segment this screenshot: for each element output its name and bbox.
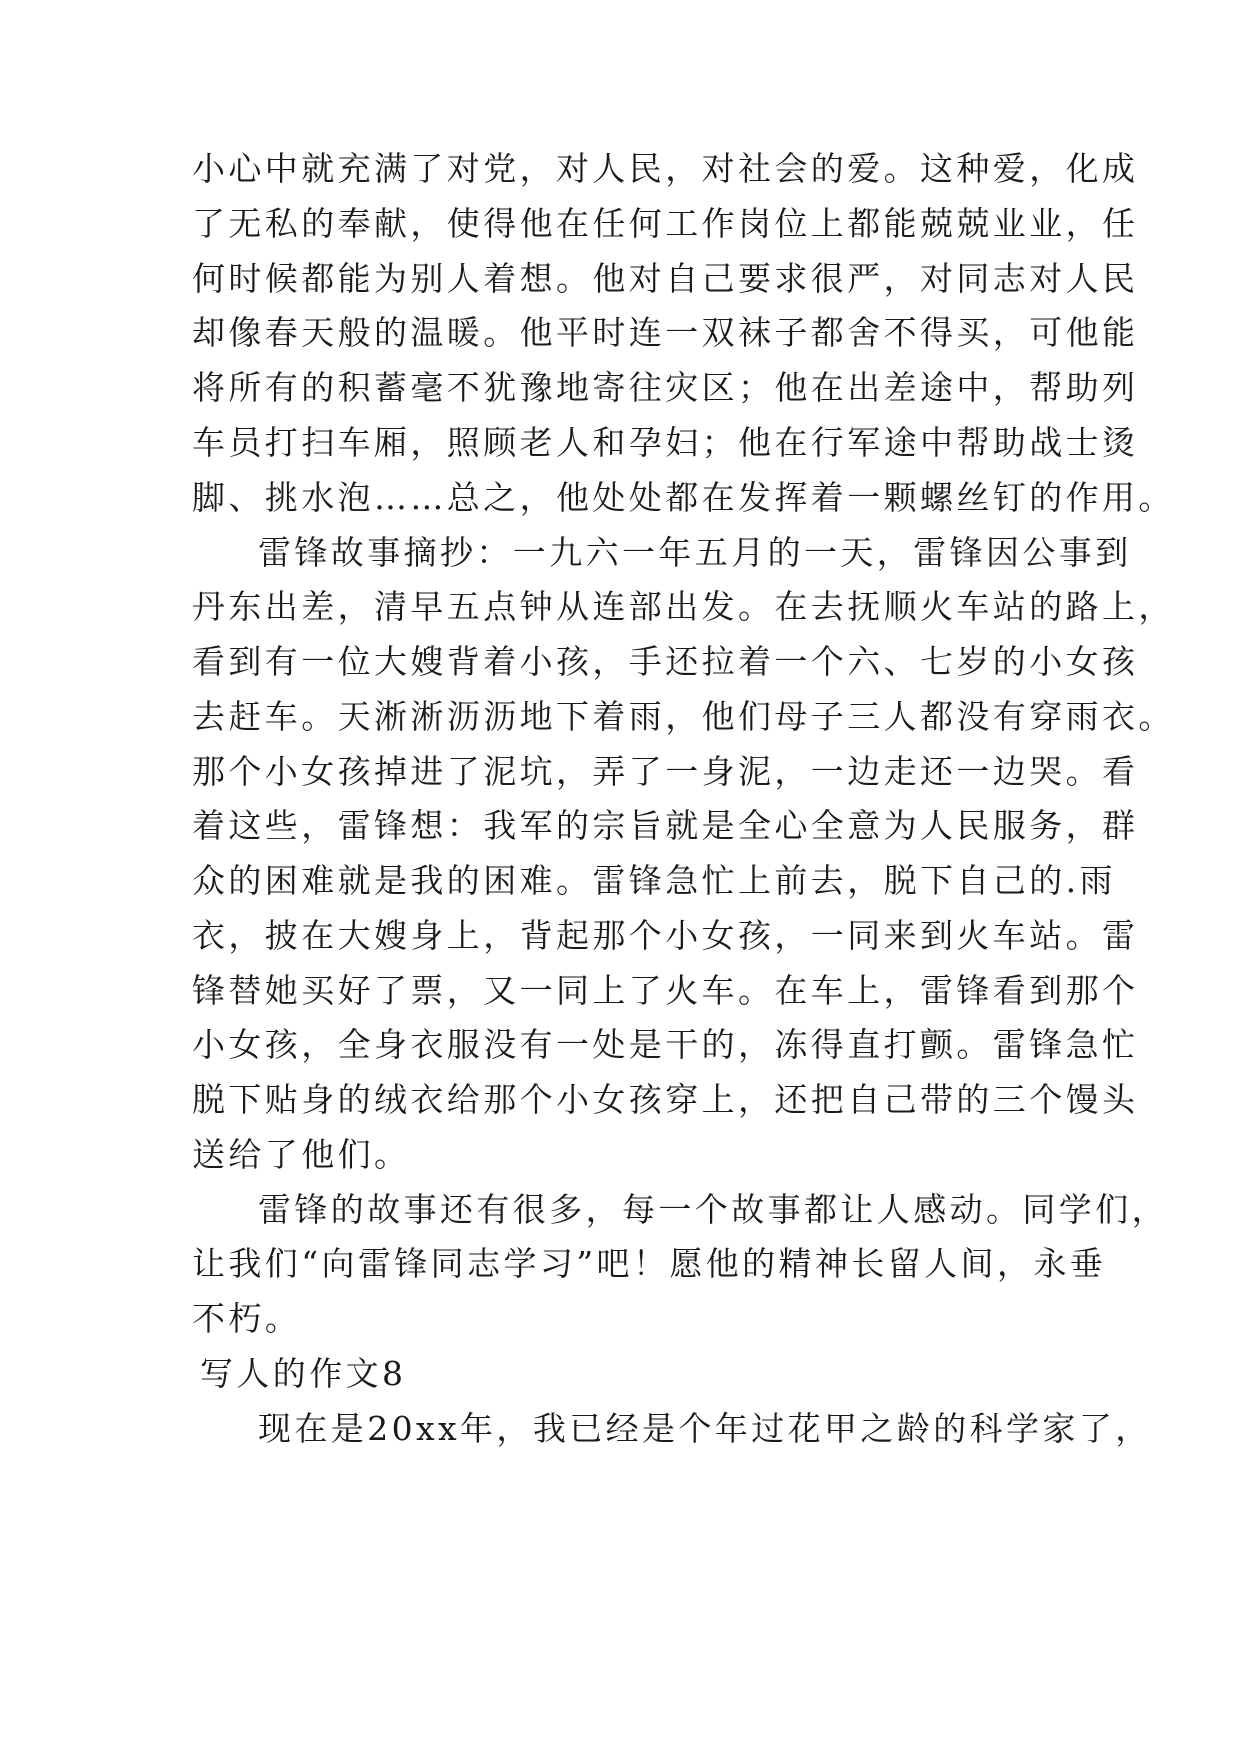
section-heading: 写人的作文8 [200, 1354, 407, 1393]
paragraph-1-line-3: 何时候都能为别人着想。他对自己要求很严，对同志对人民 [192, 259, 1139, 298]
paragraph-1-line-6: 车员打扫车厢，照顾老人和孕妇；他在行军途中帮助战士烫 [192, 423, 1139, 462]
paragraph-2-line-11: 脱下贴身的绒衣给那个小女孩穿上，还把自己带的三个馒头 [192, 1080, 1139, 1119]
paragraph-3-line-3: 不朽。 [192, 1299, 302, 1338]
paragraph-1-line-1: 小心中就充满了对党，对人民，对社会的爱。这种爱，化成 [192, 149, 1139, 188]
paragraph-1-line-4: 却像春天般的温暖。他平时连一双袜子都舍不得买，可他能 [192, 313, 1139, 352]
paragraph-1-line-5: 将所有的积蓄毫不犹豫地寄往灾区；他在出差途中，帮助列 [192, 368, 1139, 407]
paragraph-2-line-2: 丹东出差，清早五点钟从连部出发。在去抚顺火车站的路上， [192, 587, 1175, 626]
paragraph-3-line-2: 让我们“向雷锋同志学习”吧！愿他的精神长留人间，永垂 [192, 1244, 1107, 1283]
paragraph-2-line-6: 着这些，雷锋想：我军的宗旨就是全心全意为人民服务，群 [192, 806, 1139, 845]
paragraph-2-line-12: 送给了他们。 [192, 1135, 411, 1174]
paragraph-1-line-7: 脚、挑水泡……总之，他处处都在发挥着一颗螺丝钉的作用。 [192, 478, 1175, 517]
paragraph-3-line-1: 雷锋的故事还有很多，每一个故事都让人感动。同学们， [258, 1190, 1168, 1229]
paragraph-2-line-8: 衣，披在大嫂身上，背起那个小女孩，一同来到火车站。雷 [192, 916, 1139, 955]
paragraph-2-line-7: 众的困难就是我的困难。雷锋急忙上前去，脱下自己的.雨 [192, 861, 1116, 900]
paragraph-2-line-1: 雷锋故事摘抄：一九六一年五月的一天，雷锋因公事到 [258, 533, 1132, 572]
paragraph-4-line-1: 现在是20xx年，我已经是个年过花甲之龄的科学家了， [258, 1409, 1152, 1448]
paragraph-2-line-4: 去赶车。天淅淅沥沥地下着雨，他们母子三人都没有穿雨衣。 [192, 697, 1175, 736]
paragraph-2-line-3: 看到有一位大嫂背着小孩，手还拉着一个六、七岁的小女孩 [192, 642, 1139, 681]
paragraph-2-line-5: 那个小女孩掉进了泥坑，弄了一身泥，一边走还一边哭。看 [192, 752, 1139, 791]
paragraph-2-line-9: 锋替她买好了票，又一同上了火车。在车上，雷锋看到那个 [192, 971, 1139, 1010]
paragraph-2-line-10: 小女孩，全身衣服没有一处是干的，冻得直打颤。雷锋急忙 [192, 1025, 1139, 1064]
paragraph-1-line-2: 了无私的奉献，使得他在任何工作岗位上都能兢兢业业，任 [192, 204, 1139, 243]
